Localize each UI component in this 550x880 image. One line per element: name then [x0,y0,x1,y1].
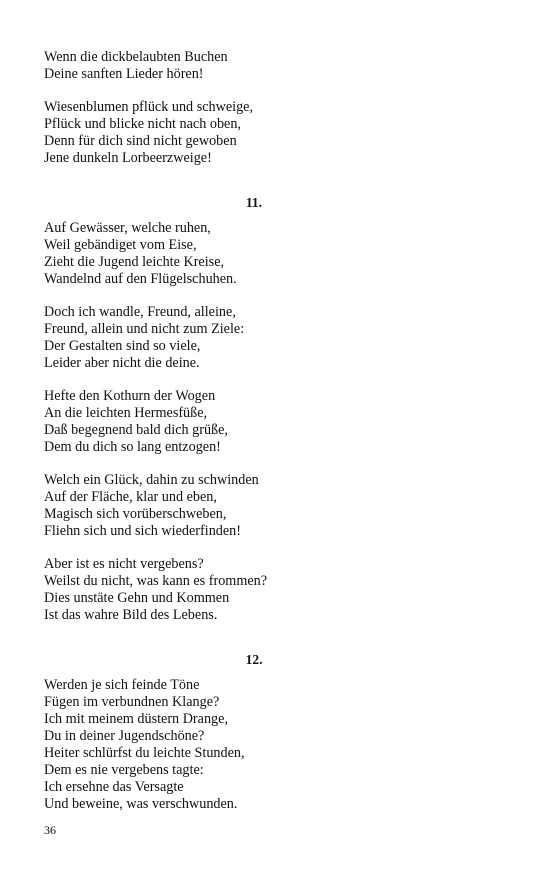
verse-line: Fügen im verbundnen Klange? [44,694,220,710]
verse-line: Wandelnd auf den Flügelschuhen. [44,271,237,287]
stanza [44,304,484,372]
verse-line: Dies unstäte Gehn und Kommen [44,590,230,606]
verse-line: Wenn die dickbelaubten Buchen [44,49,228,65]
verse-line: Magisch sich vorüberschweben, [44,506,227,522]
stanza [44,99,484,167]
verse-line: Weilst du nicht, was kann es frommen? [44,573,268,589]
stanza [44,388,484,456]
stanza [44,677,484,813]
verse-line: Auf der Fläche, klar und eben, [44,489,217,505]
verse-line: Und beweine, was verschwunden. [44,796,238,812]
verse-line: Jene dunkeln Lorbeerzweige! [44,150,212,166]
verse-line: Werden je sich feinde Töne [44,677,200,693]
verse-line: Der Gestalten sind so viele, [44,338,201,354]
verse-line: Denn für dich sind nicht gewoben [44,133,237,149]
verse-line: Heiter schlürfst du leichte Stunden, [44,745,245,761]
verse-line: Aber ist es nicht vergebens? [44,556,204,572]
verse-line: Welch ein Glück, dahin zu schwinden [44,472,259,488]
verse-line: Deine sanften Lieder hören! [44,66,204,82]
verse-line: An die leichten Hermesfüße, [44,405,208,421]
verse-line: Weil gebändiget vom Eise, [44,237,197,253]
page-number: 36 [44,823,56,837]
verse-line: Auf Gewässer, welche ruhen, [44,220,211,236]
verse-line: Pflück und blicke nicht nach oben, [44,116,241,132]
verse-line: Ist das wahre Bild des Lebens. [44,607,218,623]
verse-line: Ich ersehne das Versagte [44,779,184,795]
stanza [44,49,484,83]
verse-line: Wiesenblumen pflück und schweige, [44,99,254,115]
verse-line: Freund, allein und nicht zum Ziele: [44,321,245,337]
verse-line: Zieht die Jugend leichte Kreise, [44,254,225,270]
stanza [44,472,484,540]
verse-line: Ich mit meinem düstern Drange, [44,711,228,727]
poem-number-heading: 11. [245,195,263,210]
verse-line: Dem du dich so lang entzogen! [44,439,221,455]
verse-line: Doch ich wandle, Freund, alleine, [44,304,236,320]
stanza [44,556,484,624]
verse-line: Du in deiner Jugendschöne? [44,728,205,744]
page-content [44,49,484,813]
verse-line: Daß begegnend bald dich grüße, [44,422,228,438]
poem-number-heading: 12. [245,652,263,667]
verse-line: Hefte den Kothurn der Wogen [44,388,216,404]
verse-line: Fliehn sich und sich wiederfinden! [44,523,242,539]
verse-line: Dem es nie vergebens tagte: [44,762,204,778]
verse-line: Leider aber nicht die deine. [44,355,200,371]
stanza [44,220,484,288]
